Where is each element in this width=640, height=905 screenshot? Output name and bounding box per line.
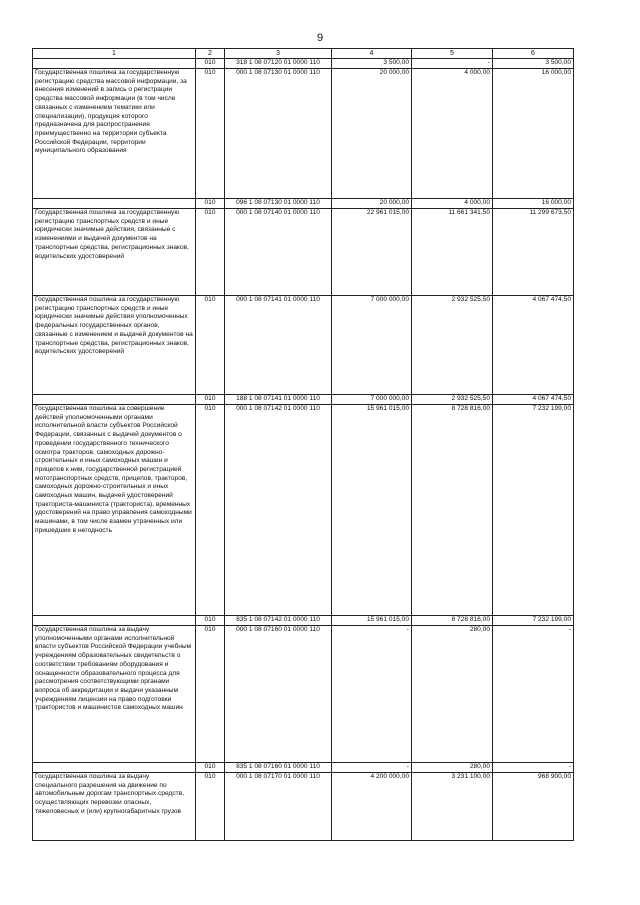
row-executed-amount: 8 728 816,00	[412, 616, 493, 626]
table-row	[33, 405, 574, 616]
row-description	[33, 616, 196, 626]
row-approved-amount: 7 000 000,00	[332, 296, 412, 395]
table-row	[33, 616, 574, 626]
row-description	[33, 763, 196, 773]
row-approved-amount: 15 961 015,00	[332, 616, 412, 626]
table-row	[33, 395, 574, 405]
row-description	[33, 59, 196, 69]
column-header: 3	[225, 49, 332, 59]
row-description: Государственная пошлина за государственную регистрацию транспортных средств и иные юридически значимые действия уполномоченных федеральных государственных органов, связанные с изменением и выдачей документов на транспортные средства, регистрационных знаков, водительских удостоверений	[33, 296, 196, 395]
row-description: Государственная пошлина за выдачу уполномоченными органами исполнительной власти субъектов Российской Федерации учебным учреждениям образовательных свидетельств о соответствии требованиям оборудования и оснащенности образовательного процесса для рассмотрения соответствующими органами вопроса об аккредитации и выдачи указанным учреждениям лицензии на право подготовки трактористов и машинистов самоходных машин	[33, 626, 196, 763]
report-table	[32, 48, 574, 841]
row-budget-code: 000 1 08 07141 01 0000 110	[225, 296, 332, 395]
page-number: 9	[316, 32, 324, 44]
row-unexecuted-amount: 16 000,00	[493, 199, 574, 209]
row-code: 010	[196, 763, 225, 773]
row-unexecuted-amount: -	[493, 626, 574, 763]
row-code: 010	[196, 773, 225, 841]
row-code: 010	[196, 199, 225, 209]
column-header: 6	[493, 49, 574, 59]
row-executed-amount: 4 000,00	[412, 199, 493, 209]
row-description: Государственная пошлина за государственную регистрацию средства массовой информации, за внесения изменений в запись о регистрации средства массовой информации (в том числе связанных с изменением тематики или специализации), продукция которого предназначена для распространения преимущественно на территории субъекта Российской Федерации, территории муниципального образования	[33, 69, 196, 199]
row-unexecuted-amount: -	[493, 763, 574, 773]
table-row	[33, 199, 574, 209]
row-unexecuted-amount: 4 067 474,50	[493, 296, 574, 395]
row-code: 010	[196, 296, 225, 395]
table-header	[33, 49, 574, 59]
row-budget-code: 000 1 08 07160 01 0000 110	[225, 626, 332, 763]
row-approved-amount: 15 961 015,00	[332, 405, 412, 616]
row-approved-amount: 20 000,00	[332, 199, 412, 209]
row-executed-amount: 8 728 816,00	[412, 405, 493, 616]
row-budget-code: 188 1 08 07141 01 0000 110	[225, 395, 332, 405]
row-budget-code: 096 1 08 07130 01 0000 110	[225, 199, 332, 209]
row-description: Государственная пошлина за выдачу специального разрешения на движение по автомобильным дорогам транспортных средств, осуществляющих перевозки опасных, тяжеловесных и (или) крупногабаритных грузов	[33, 773, 196, 841]
row-code: 010	[196, 395, 225, 405]
row-unexecuted-amount: 968 900,00	[493, 773, 574, 841]
row-description: Государственная пошлина за совершение действий уполномоченными органами исполнительной власти субъектов Российской Федерации, связанных с выдачей документов о проведении государственного технического осмотра тракторов, самоходных дорожно-строительных и иных самоходных машин и прицепов к ним, государственной регистрацией мототранспортных средств, прицепов, тракторов, самоходных дорожно-строительных и иных самоходных машин, выдачей удостоверений тракториста-машиниста (тракториста), временных удостоверений на право управления самоходными машинами, в том числе взамен утраченных или пришедших в негодность	[33, 405, 196, 616]
row-budget-code: 000 1 08 07142 01 0000 110	[225, 405, 332, 616]
row-unexecuted-amount: 4 067 474,50	[493, 395, 574, 405]
row-approved-amount: -	[332, 626, 412, 763]
row-budget-code: 000 1 08 07140 01 0000 110	[225, 209, 332, 296]
row-code: 010	[196, 405, 225, 616]
row-approved-amount: 7 000 000,00	[332, 395, 412, 405]
row-approved-amount: 22 961 015,00	[332, 209, 412, 296]
column-header: 4	[332, 49, 412, 59]
row-description	[33, 395, 196, 405]
row-budget-code: 318 1 08 07120 01 0000 110	[225, 59, 332, 69]
table-row	[33, 69, 574, 199]
row-budget-code: 000 1 08 07170 01 0000 110	[225, 773, 332, 841]
row-executed-amount: 280,00	[412, 626, 493, 763]
row-code: 010	[196, 69, 225, 199]
row-executed-amount: -	[412, 59, 493, 69]
row-code: 010	[196, 209, 225, 296]
table-row	[33, 209, 574, 296]
row-executed-amount: 2 932 525,50	[412, 395, 493, 405]
row-code: 010	[196, 626, 225, 763]
row-budget-code: 000 1 08 07130 01 0000 110	[225, 69, 332, 199]
row-executed-amount: 11 661 341,50	[412, 209, 493, 296]
table-row	[33, 626, 574, 763]
table-row	[33, 773, 574, 841]
row-description: Государственная пошлина за государственную регистрацию транспортных средств и иные юридически значимые действия, связанные с изменениями и выдачей документов на транспортные средства, регистрационных знаков, водительских удостоверений	[33, 209, 196, 296]
row-code: 010	[196, 616, 225, 626]
row-approved-amount: -	[332, 763, 412, 773]
row-description	[33, 199, 196, 209]
column-header: 1	[33, 49, 196, 59]
row-executed-amount: 4 000,00	[412, 69, 493, 199]
table-row	[33, 763, 574, 773]
row-unexecuted-amount: 7 232 199,00	[493, 405, 574, 616]
row-executed-amount: 280,00	[412, 763, 493, 773]
table-row	[33, 296, 574, 395]
row-executed-amount: 2 932 525,50	[412, 296, 493, 395]
row-approved-amount: 20 000,00	[332, 69, 412, 199]
row-approved-amount: 3 500,00	[332, 59, 412, 69]
row-unexecuted-amount: 16 000,00	[493, 69, 574, 199]
table-body	[33, 59, 574, 841]
column-header: 5	[412, 49, 493, 59]
row-unexecuted-amount: 7 232 199,00	[493, 616, 574, 626]
row-approved-amount: 4 200 000,00	[332, 773, 412, 841]
table-row	[33, 59, 574, 69]
row-unexecuted-amount: 11 299 673,50	[493, 209, 574, 296]
row-code: 010	[196, 59, 225, 69]
row-budget-code: 835 1 08 07142 01 0000 110	[225, 616, 332, 626]
row-budget-code: 835 1 08 07160 01 0000 110	[225, 763, 332, 773]
row-unexecuted-amount: 3 500,00	[493, 59, 574, 69]
column-header: 2	[196, 49, 225, 59]
row-executed-amount: 3 231 100,00	[412, 773, 493, 841]
